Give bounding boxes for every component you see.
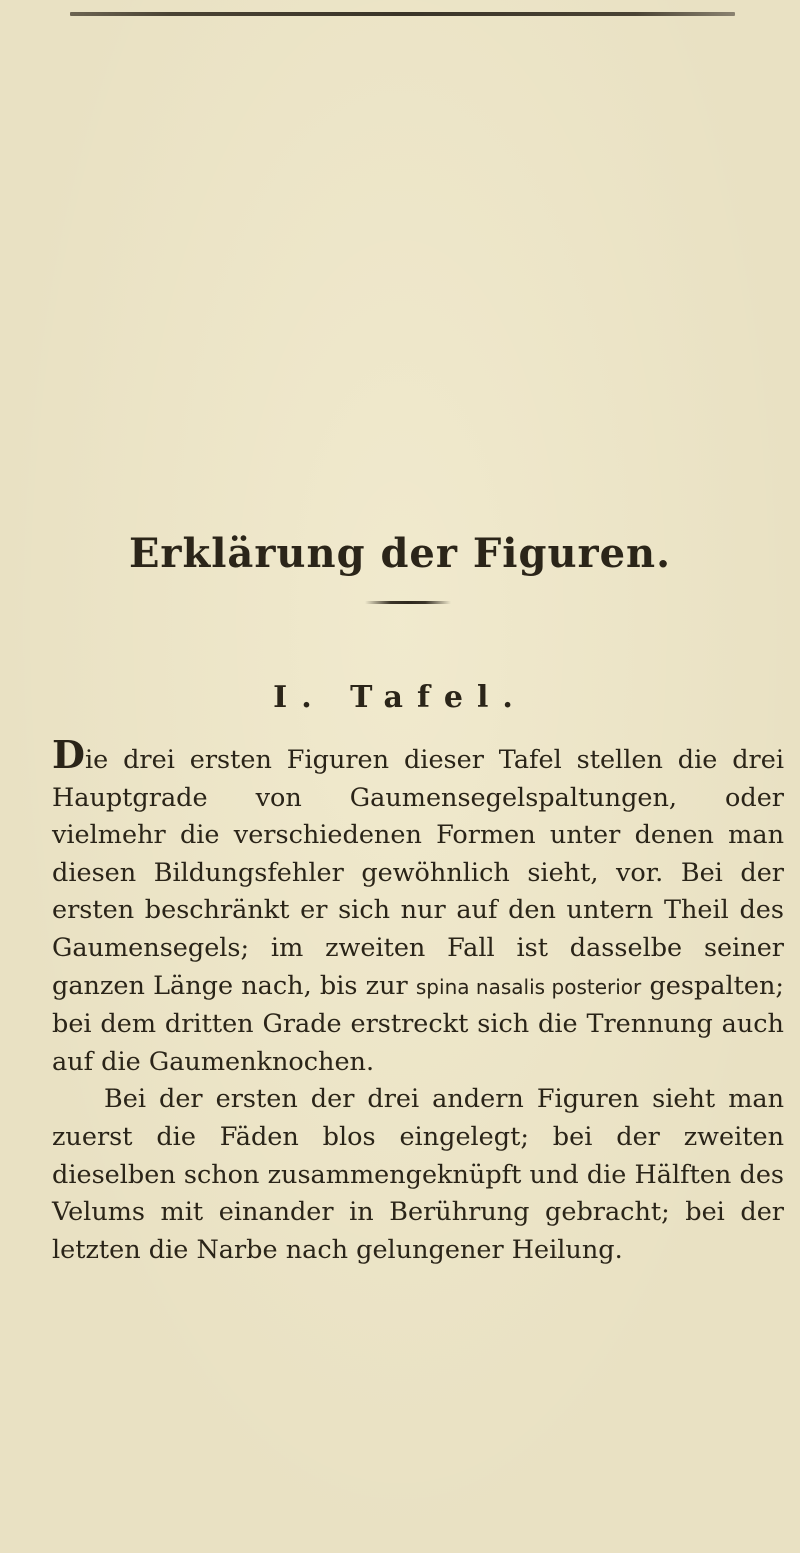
page-heading: Erklärung der Figuren. — [128, 530, 672, 577]
drop-cap: D — [52, 732, 85, 777]
paragraph-2 — [52, 1081, 784, 1269]
paragraph-1-text-end: gespalten; bei dem dritten Grade erstreckt sich die Trennung auch auf die Gaumenknochen. — [52, 970, 785, 1077]
heading-ornament-rule — [365, 601, 451, 604]
paragraph-2-text: Bei der ersten der drei andern Figuren sieht man zuerst die Fäden blos eingelegt; bei der zweiten dieselben schon zusammengeknüpft und die Hälften des Velums mit einander in Berührung gebracht; bei der letzten die Narbe nach gelungener Heilung. — [52, 1084, 784, 1265]
plate-title: I. Tafel. — [273, 680, 527, 715]
body-text — [52, 732, 785, 1269]
paragraph-1 — [52, 732, 785, 1081]
top-rule — [70, 12, 735, 16]
paragraph-1-text: ie drei ersten Figuren dieser Tafel stellen die drei Hauptgrade von Gaumensegelspaltungen, oder vielmehr die verschiedenen Formen unter denen man diesen Bildungsfehler gewöhnlich sieht, vor. Bei der ersten beschränkt er sich nur auf den untern Theil des Gaumensegels; im zweiten Fall ist dasselbe seiner ganzen Länge nach, bis zur — [52, 745, 784, 1001]
latin-term: spina nasalis posterior — [415, 974, 642, 999]
